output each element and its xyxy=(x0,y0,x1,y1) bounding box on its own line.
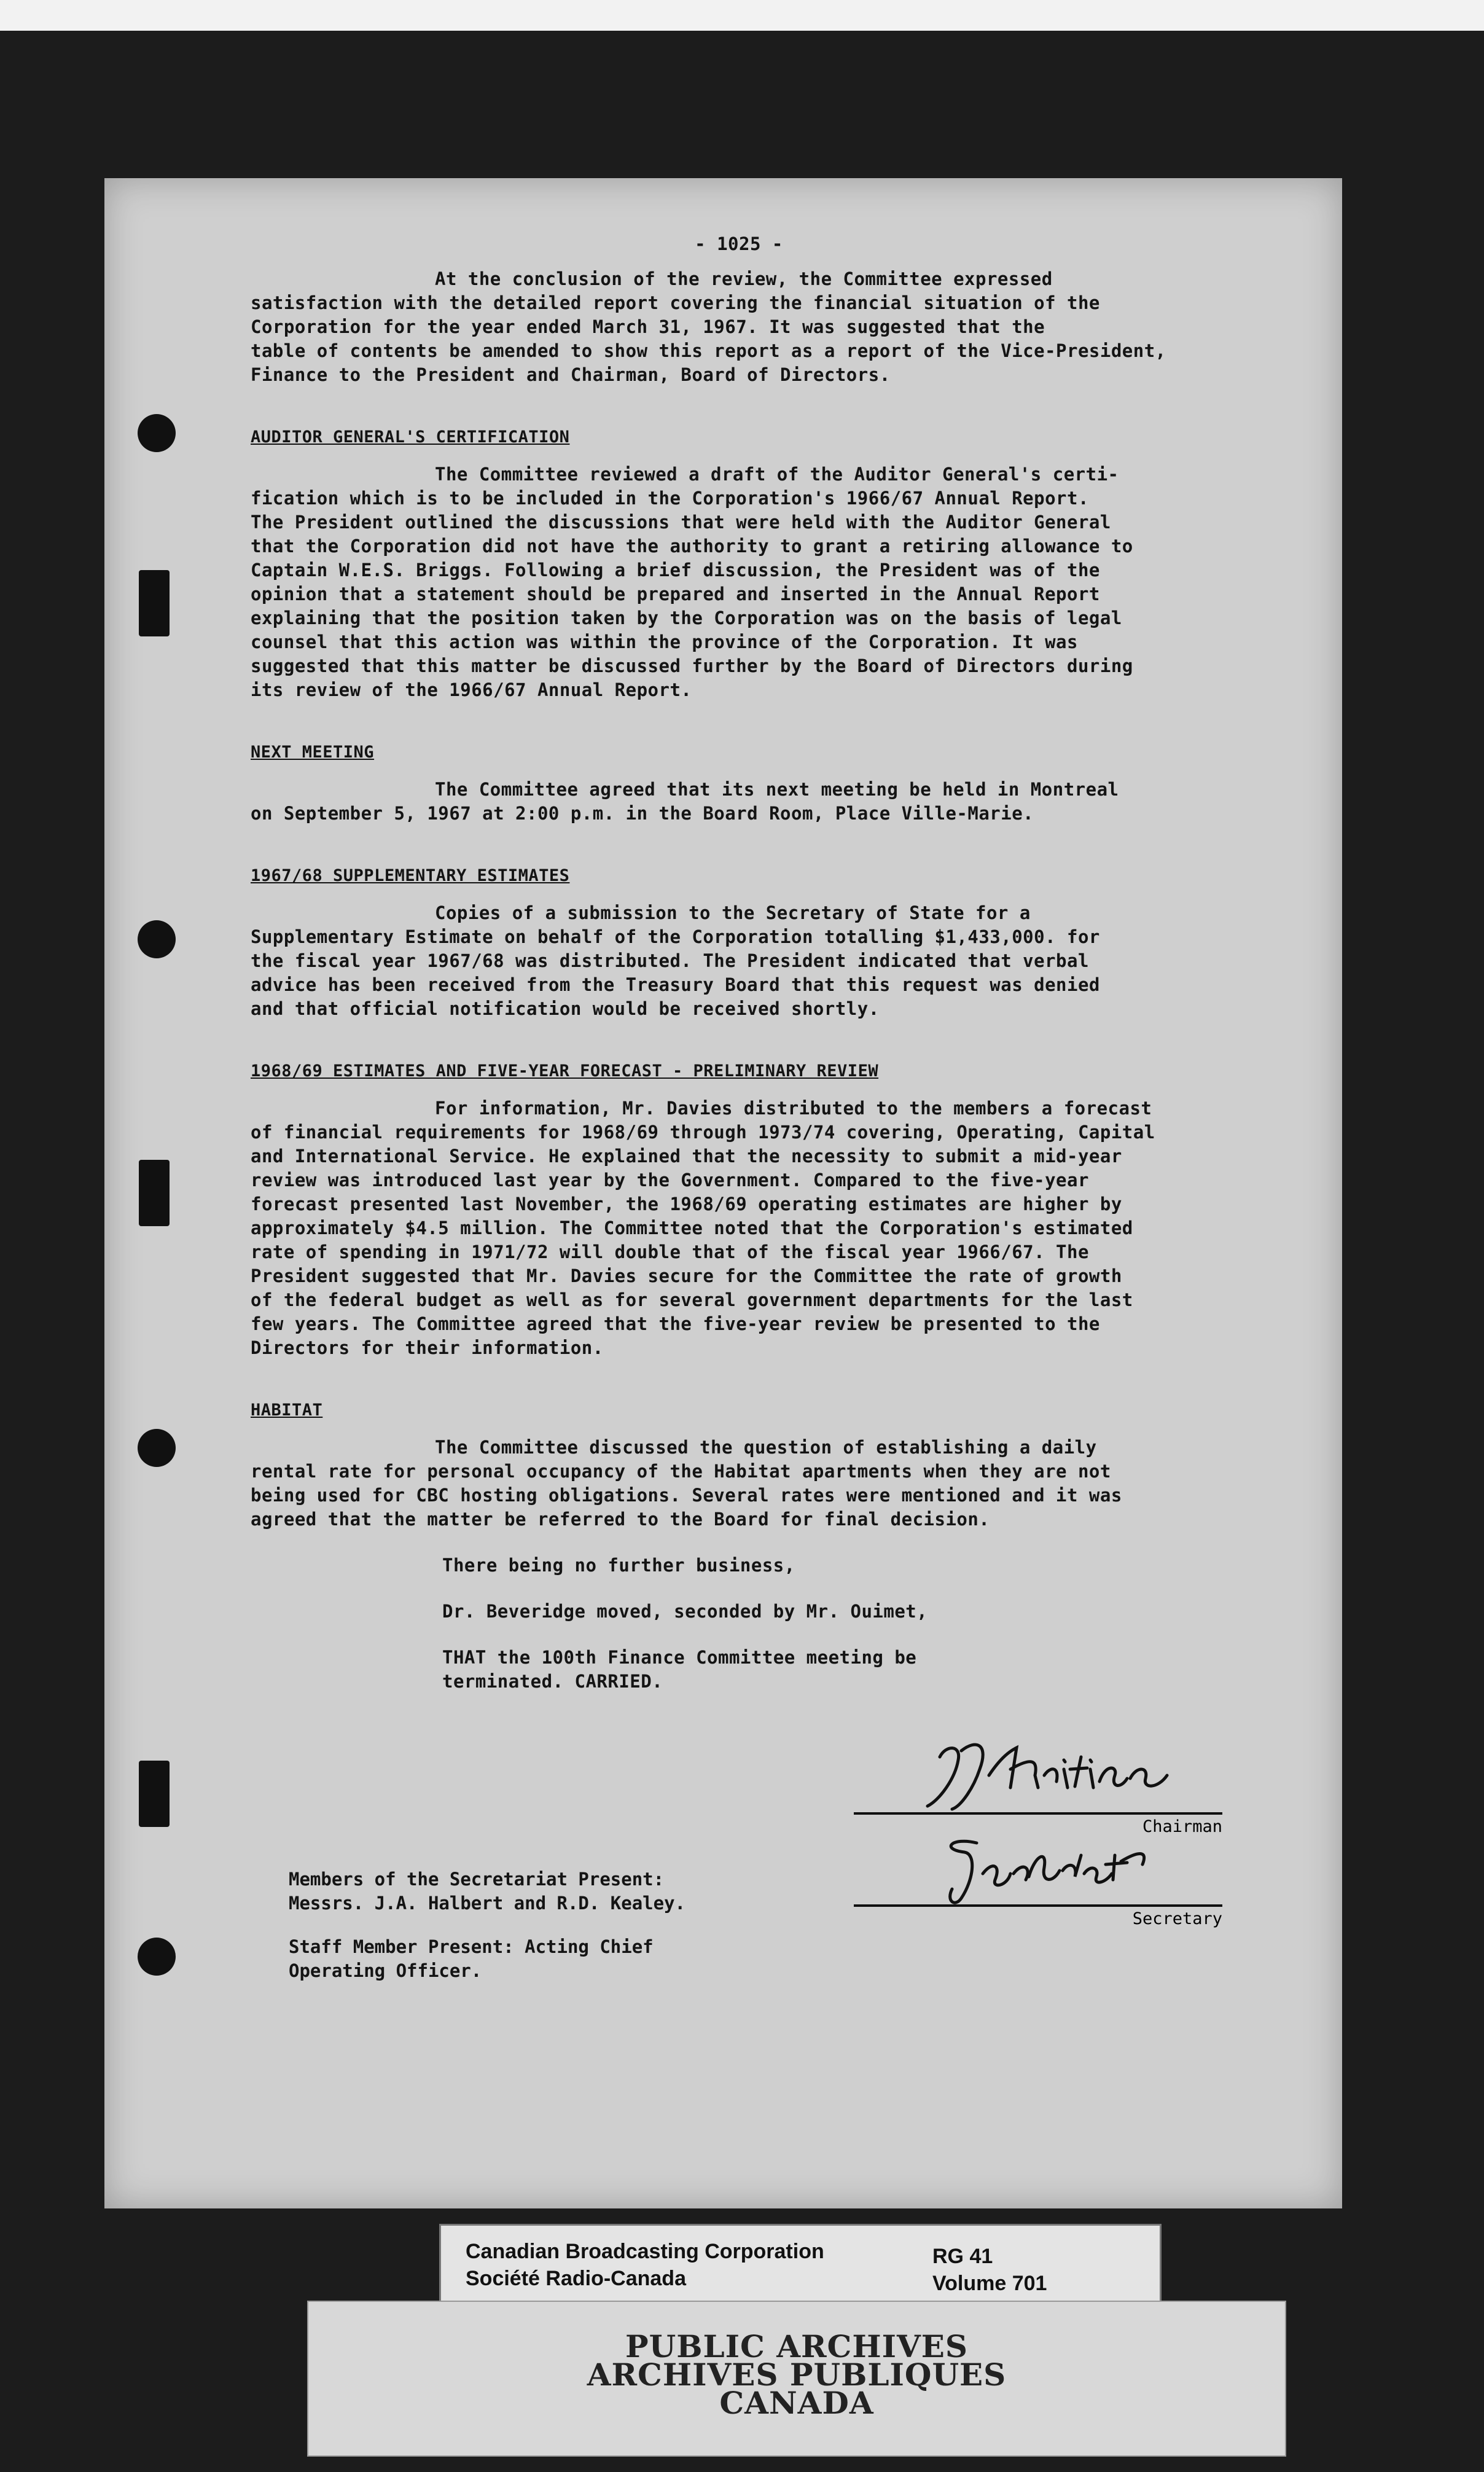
closing-no-further: There being no further business, xyxy=(442,1555,795,1576)
section-heading-next-meeting: NEXT MEETING xyxy=(251,743,375,762)
chairman-label: Chairman xyxy=(1142,1817,1222,1836)
binder-slot xyxy=(139,1761,170,1827)
archive-label-card xyxy=(439,2224,1162,2310)
page-number: - 1025 - xyxy=(695,233,783,254)
chairman-signature-line xyxy=(854,1812,1222,1815)
secretary-signature-block xyxy=(854,1831,1222,1928)
document-page xyxy=(104,178,1342,2208)
chairman-signature xyxy=(903,1732,1222,1812)
archive-stamp xyxy=(308,2328,1285,2421)
binder-hole xyxy=(138,414,176,452)
archive-label-names xyxy=(466,2238,824,2292)
section-body-habitat: The Committee discussed the question of establishing a daily rental rate for personal occupancy of the Habitat apartments when they are not being used for CBC hosting obligations. Several rates were mentioned and it was agreed that the matter be referred to the Board for final decision. xyxy=(251,1437,1122,1530)
secretary-signature xyxy=(903,1831,1222,1904)
binder-slot xyxy=(139,570,170,636)
section-heading-estimates: 1968/69 ESTIMATES AND FIVE-YEAR FORECAST - PRELIMINARY REVIEW xyxy=(251,1062,879,1081)
section-body-auditor: The Committee reviewed a draft of the Auditor General's certi- fication which is to be included in the Corporation's 1966/67 Annual Report. The President outlined the discussions that were held with the Auditor General that the Corporation did not have the authority to grant a retiring allowance to Captain W.E.S. Briggs. Following a brief discussion, the President was of the opinion that a statement should be prepared and inserted in the Annual Report explaining that the position taken by the Corporation was on the basis of legal counsel that this action was within the province of the Corporation. It was suggested that this matter be discussed further by the Board of Directors during its review of the 1966/67 Annual Report. xyxy=(251,464,1133,700)
closing-moved: Dr. Beveridge moved, seconded by Mr. Ouimet, xyxy=(442,1601,928,1622)
section-heading-auditor: AUDITOR GENERAL'S CERTIFICATION xyxy=(251,428,570,447)
section-body-estimates: For information, Mr. Davies distributed to the members a forecast of financial requirements for 1968/69 through 1973/74 covering, Operating, Capital and International Service. He explained that the necessity to submit a mid-year review was introduced last year by the Government. Compared to the five-year forecast presented last November, the 1968/69 operating estimates are higher by approximately $4.5 million. The Committee noted that the Corporation's estimated rate of spending in 1971/72 will double that of the fiscal year 1966/67. The President suggested that Mr. Davies secure for the Committee the rate of growth of the federal budget as well as for several government departments for the last few years. The Committee agreed that the five-year review be presented to the Directors for their information. xyxy=(251,1098,1155,1358)
archive-stamp-line2: ARCHIVES PUBLIQUES xyxy=(587,2357,1007,2393)
staff-present: Staff Member Present: Acting Chief Operating Officer. xyxy=(289,1936,654,1981)
intro-paragraph: At the conclusion of the review, the Committee expressed satisfaction with the detailed report covering the financial situation of the Corporation for the year ended March 31, 1967. It was suggested that the table of contents be amended to show this report as a report of the Vice-President, Finance to the President and Chairman, Board of Directors. xyxy=(251,268,1166,385)
closing-resolution: THAT the 100th Finance Committee meeting be terminated. CARRIED. xyxy=(442,1647,917,1692)
archive-stamp-line3: CANADA xyxy=(719,2385,874,2421)
minutes-body xyxy=(251,232,1246,1694)
archive-label-line1: Canadian Broadcasting Corporation xyxy=(466,2240,824,2263)
archive-label-line2: Société Radio-Canada xyxy=(466,2267,686,2290)
archive-stamp-band xyxy=(307,2301,1286,2457)
chairman-signature-block xyxy=(854,1732,1222,1836)
archive-stamp-line1: PUBLIC ARCHIVES xyxy=(625,2328,968,2364)
binder-hole xyxy=(138,1938,176,1976)
secretary-label: Secretary xyxy=(1132,1909,1222,1928)
section-heading-habitat: HABITAT xyxy=(251,1401,323,1420)
binder-hole xyxy=(138,1429,176,1467)
section-body-supplementary: Copies of a submission to the Secretary of State for a Supplementary Estimate on behalf of the Corporation totalling $1,433,000. for the fiscal year 1967/68 was distributed. The President indicated that verbal advice has been received from the Treasury Board that this request was denied and that official notification would be received shortly. xyxy=(251,902,1100,1019)
secretariat-present: Members of the Secretariat Present: Messrs. J.A. Halbert and R.D. Kealey. xyxy=(289,1869,686,1914)
binder-hole xyxy=(138,920,176,958)
secretary-signature-line xyxy=(854,1904,1222,1907)
section-heading-supplementary: 1967/68 SUPPLEMENTARY ESTIMATES xyxy=(251,866,570,885)
archive-volume: Volume 701 xyxy=(932,2272,1047,2295)
section-body-next-meeting: The Committee agreed that its next meeting be held in Montreal on September 5, 1967 at 2:00 p.m. in the Board Room, Place Ville-Marie. xyxy=(251,779,1119,824)
archive-label-reference xyxy=(932,2243,1047,2297)
binder-slot xyxy=(139,1160,170,1226)
scan-top-border xyxy=(0,0,1484,31)
archive-record-group: RG 41 xyxy=(932,2245,993,2268)
